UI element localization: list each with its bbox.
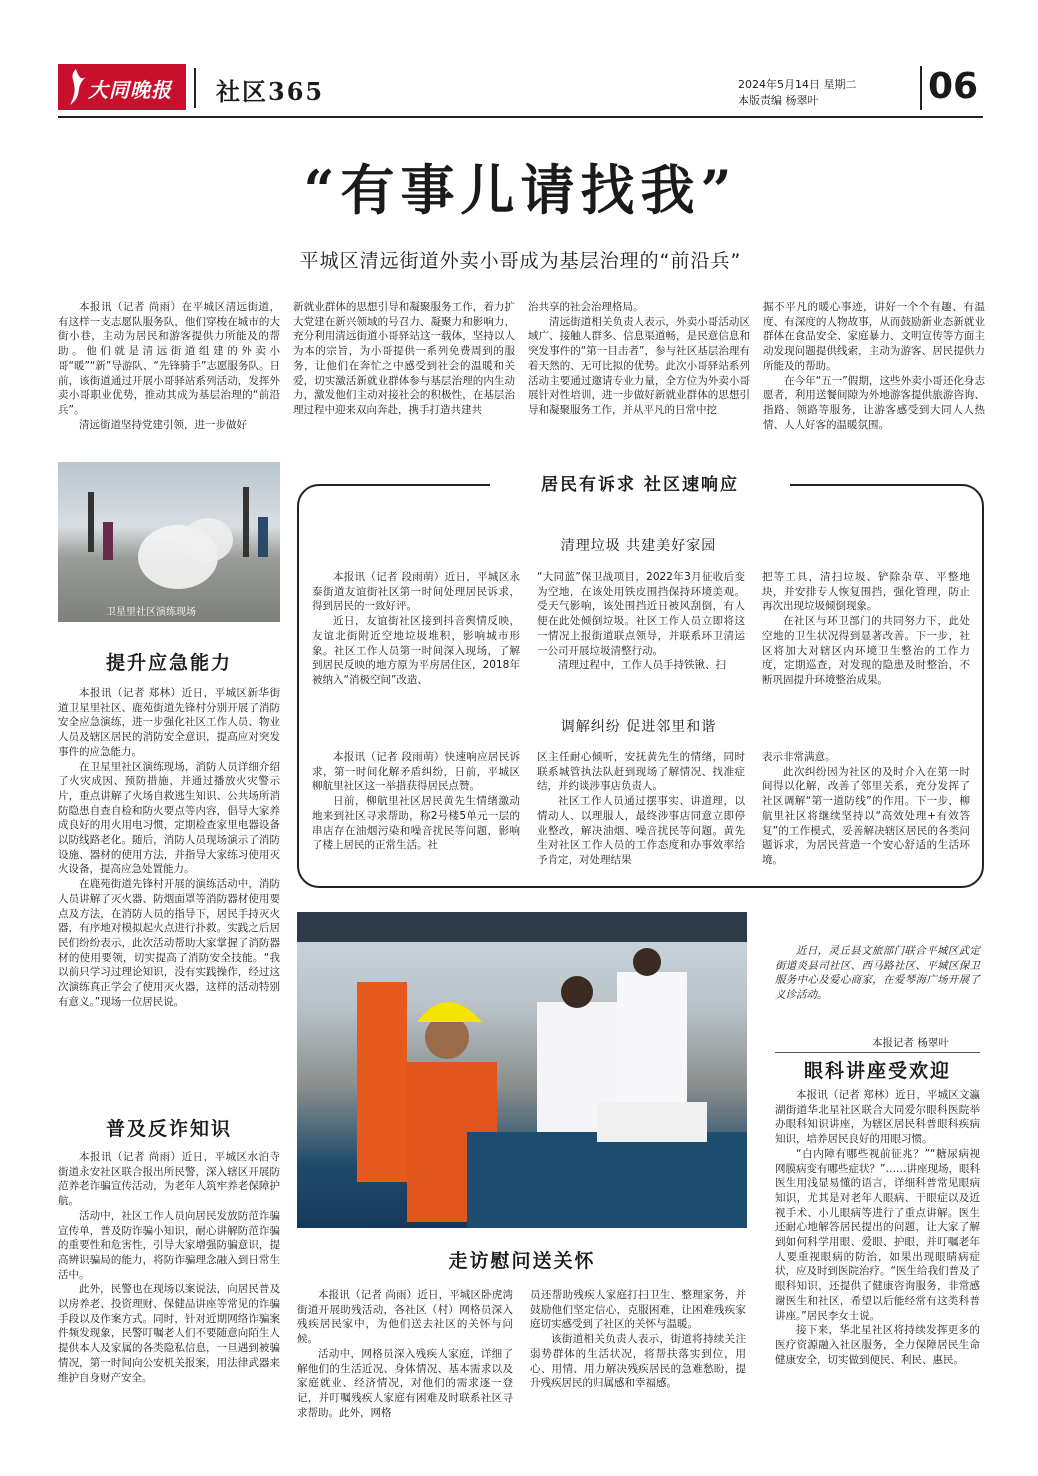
paragraph: 此外，民警也在现场以案说法，向居民普及以房养老、投资理财、保健品讲座等常见的诈骗手段以及作案方式。同时，针对近期网络诈骗案件频发现象，民警叮嘱老人们不要随意向陌生人提供本人及家属的各类隐私信息，一旦遇到被骗情况，第一时间向公安机关报案，用法律武器来维护自身财产安全。	[58, 1283, 280, 1384]
visit-col-1	[297, 1288, 513, 1420]
eye-rule	[775, 1052, 980, 1053]
paragraph: 社区工作人员通过摆事实、讲道理，以情动人、以理服人，最终涉事店同意立即停业整改，解决油烟、噪音扰民等问题。黄先生对社区工作人员的工作态度和办事效率给予肯定，对处理结果	[537, 795, 745, 866]
paragraph: 在卫星里社区演练现场，消防人员详细介绍了火灾成因、预防措施，并通过播放火灾警示片，重点讲解了火场自救逃生知识、公共场所消防隐患自查自检和防火要点等内容，倡导大家养成良好的用火用电习惯，定期检查家里电器设备以防线路老化。随后，消防人员现场演示了消防设施、器材的使用方法，并指导大家练习使用灭火设备，提高应急处置能力。	[58, 760, 280, 876]
main-col-1	[58, 300, 280, 432]
masthead-divider	[194, 68, 196, 108]
paragraph: 清远街道相关负责人表示，外卖小哥活动区域广、接触人群多、信息渠道畅，是民意信息和突发事件的“第一目击者”，参与社区基层治理有着天然的、无可比拟的优势。此次小哥驿站系列活动主要通过邀请专业力量，全方位为外卖小哥展针对性培训，进一步做好新就业群体的思想引导和凝聚服务工作，并从平凡的日常中挖	[528, 315, 750, 416]
smoke-cloud-icon	[58, 462, 280, 622]
cleanup-col-2	[537, 570, 745, 673]
main-col-3	[528, 300, 750, 418]
fraud-body	[58, 1150, 280, 1385]
paragraph: 活动中，网格员深入残疾人家庭，详细了解他们的生活近况、身体情况、基本需求以及家庭就业、经济情况，对他们的需求逐一登记，并叮嘱残疾人家庭有困难及时联系社区寻求帮助。此外，网格	[297, 1347, 513, 1419]
paragraph: 新就业群体的思想引导和凝聚服务工作，着力扩大党建在新兴领域的号召力、凝聚力和影响力，充分利用清远街道小哥驿站这一载体，坚持以人为本的宗旨，为小哥提供一系列免费周到的服务，让他们在奔忙之中感受到社会的温暖和关爱，切实激活新就业群体参与基层治理的内生动力，激发他们主动对接社会的积极性，在基层治理过程中迎来双向奔赴，携手打造共建共	[293, 301, 515, 416]
paragraph: 此次纠纷因为社区的及时介入在第一时间得以化解，改善了邻里关系，充分发挥了社区调解“第一道防线”的作用。下一步，柳航里社区将继续坚持以“高效处理+有效答复”的工作模式，妥善解决辖区居民的各类问题诉求，为居民营造一个安心舒适的生活环境。	[762, 765, 970, 866]
page-editor: 本版责编 杨翠叶	[738, 94, 819, 107]
clinic-photo	[297, 912, 747, 1228]
logo-text: 大同晚报	[88, 78, 172, 102]
paragraph: 接下来，华北星社区将持续发挥更多的医疗资源融入社区服务，全力保障居民生命健康安全，切实做到便民、利民、惠民。	[775, 1324, 980, 1366]
caption-text: 近日，灵丘县文旅部门联合平城区武定街道炎县司社区、西马路社区、平城区保卫服务中心及爱心商家，在爱琴海广场开展了义诊活动。	[775, 945, 980, 1002]
paragraph: 该街道相关负责人表示，街道将持续关注弱势群体的生活状况，将帮扶落实到位，用心、用情、用力解决残疾居民的急难愁盼，提升残疾居民的归属感和幸福感。	[530, 1333, 746, 1390]
drill-photo	[58, 462, 280, 622]
visit-title: 走访慰问送关怀	[448, 1250, 596, 1272]
paragraph: 治共享的社会治理格局。	[528, 301, 644, 313]
sub-title-mediation: 调解纠纷 促进邻里和谐	[560, 719, 717, 735]
photo-credit: 本报记者 杨翠叶	[872, 1037, 949, 1049]
paragraph: 本报讯（记者 郑林）近日，平城区文瀛湖街道华北星社区联合大同爱尔眼科医院举办眼科知识讲座，为辖区居民科普眼科疾病知识，培养居民良好的用眼习惯。	[775, 1089, 980, 1146]
paragraph: 本报讯（记者 郑林）近日，平城区新华街道卫星里社区、鹿苑街道先锋村分别开展了消防安全应急演练，进一步强化社区工作人员、物业人员及辖区居民的消防安全意识，提高应对突发事件的应急能力。	[58, 687, 280, 758]
paragraph: 表示非常满意。	[762, 751, 836, 763]
paragraph: 在社区与环卫部门的共同努力下，此处空地的卫生状况得到显著改善。下一步，社区将加大对辖区内环境卫生整治的工作力度，定期巡查，对发现的隐患及时整治，不断巩固提升环境整治成果。	[762, 615, 970, 686]
main-headline: “有事儿请找我”	[303, 158, 738, 222]
visit-col-2	[530, 1288, 746, 1391]
cleanup-col-1	[312, 570, 520, 688]
paragraph: 清远街道坚持党建引领，进一步做好	[79, 418, 247, 431]
paragraph: “白内障有哪些视前征兆？”“糖尿病视网膜病变有哪些症状？”……讲座现场，眼科医生用浅显易懂的语言，详细科普常见眼病知识，尤其是对老年人眼病、干眼症以及近视手术、小儿眼病等进行了重点讲解。医生还耐心地解答居民提出的问题，让大家了解到如何科学用眼、爱眼、护眼，并叮嘱老年人要重视眼病的防治，如果出现眼睛病症状，应及时到医院治疗。“医生给我们普及了眼科知识，还提供了健康咨询服务，非常感谢医生和社区，希望以后能经常有这类科普讲座。”居民李女士说。	[775, 1147, 980, 1322]
masthead-rule	[58, 116, 983, 118]
photo-caption: 卫星里社区演练现场	[106, 607, 196, 618]
cleanup-col-3	[762, 570, 970, 688]
paragraph: 活动中，社区工作人员向居民发放防范诈骗宣传单，普及防诈骗小知识，耐心讲解防范诈骗的重要性和危害性，引导大家增强防骗意识，提高辨识骗局的能力，将防诈骗理念融入到日常生活中。	[58, 1209, 280, 1281]
masthead	[58, 62, 983, 114]
main-col-4	[763, 300, 985, 432]
eye-body	[775, 1088, 980, 1367]
section-name: 社区365	[216, 77, 325, 106]
issue-date: 2024年5月14日 星期二	[738, 78, 857, 91]
main-col-2	[293, 300, 515, 418]
emergency-body	[58, 686, 280, 1009]
feature-box-title: 居民有诉求 社区速响应	[490, 470, 790, 495]
paragraph: 本报讯（记者 尚雨）在平城区清远街道，有这样一支志愿队服务队，他们穿梭在城市的大街小巷，主动为居民和游客提供力所能及的帮助。他们就是清远街道组建的外卖小哥“暖”“新”导游队、“先锋骑手”志愿服务队。日前，该街道通过开展小哥驿站系列活动，发挥外卖小哥职业优势，推动其成为基层治理的“前沿兵”。	[58, 301, 280, 416]
paragraph: 区主任耐心倾听，安抚黄先生的情绪，同时联系城管执法队赶到现场了解情况、找准症结，并约谈涉事店负责人。	[537, 751, 745, 793]
page-divider	[920, 66, 922, 110]
eye-title: 眼科讲座受欢迎	[803, 1060, 951, 1082]
paragraph: 日前，柳航里社区居民黄先生情绪激动地来到社区寻求帮助，称2号楼5单元一层的串店存在油烟污染和噪音扰民等问题，影响了楼上居民的正常生活。社	[312, 795, 520, 852]
paragraph: 掘不平凡的暖心事迹，讲好一个个有趣、有温度、有深度的人物故事，从而鼓励新业态新就业群体在食品安全、家庭暴力、文明宣传等方面主动发现问题提供线索，主动为游客、居民提供力所能及的帮助。	[763, 301, 985, 372]
mediation-col-3	[762, 750, 970, 868]
fraud-title: 普及反诈知识	[105, 1118, 232, 1140]
paragraph: 清理过程中，工作人员手持铁锹、扫	[558, 659, 726, 672]
logo	[58, 64, 186, 110]
paragraph: 本报讯（记者 尚雨）近日，平城区水泊寺街道永安社区联合报出所民警，深入辖区开展防范养老诈骗宣传活动，为老年人筑牢养老保障护航。	[58, 1151, 280, 1208]
main-subheadline: 平城区清远街道外卖小哥成为基层治理的“前沿兵”	[299, 250, 742, 272]
clinic-scene	[297, 912, 747, 1228]
clinic-photo-caption	[775, 944, 980, 1003]
paragraph: “大同蓝”保卫战项目，2022年3月征收后变为空地，在该处用铁皮围挡保持环境美观。受天气影响，该处围挡近日被风刮倒，有人便在此处倾倒垃圾。社区工作人员立即将这一情况上报街道联点领导，并联系环卫清运一公司开展垃圾清整行动。	[537, 571, 745, 657]
logo-flame-icon	[62, 67, 88, 107]
paragraph: 本报讯（记者 段雨萌）快速响应居民诉求，第一时间化解矛盾纠纷，日前，平城区柳航里社区这一举措获得居民点赞。	[312, 751, 520, 793]
mediation-col-2	[537, 750, 745, 868]
paragraph: 在鹿苑街道先锋村开展的演练活动中，消防人员讲解了灭火器、防烟面罩等消防器材使用要点及方法，在消防人员的指导下，居民手持灭火器，有序地对模拟起火点进行扑救。实践之后居民们纷纷表示，此次活动帮助大家掌握了消防器材的使用要领，切实提高了消防安全技能。“我以前只学习过理论知识，没有实践操作，经过这次演练真正学会了使用灭火器，这样的活动特别有意义。”现场一位居民说。	[58, 878, 280, 1008]
paragraph: 本报讯（记者 尚雨）近日，平城区卧虎湾街道开展助残活动，各社区（村）网格员深入残疾居民家中，为他们送去社区的关怀与问候。	[297, 1289, 513, 1346]
paragraph: 在今年“五一”假期，这些外卖小哥还化身志愿者，利用送餐间隙为外地游客提供旅游咨询、指路、领路等服务，让游客感受到大同人人热情、人人好客的温暖氛围。	[763, 374, 985, 431]
paragraph: 把等工具，清扫垃圾、铲除杂草、平整地块，并安排专人恢复围挡，强化管理，防止再次出现垃圾倾倒现象。	[762, 571, 970, 613]
page-number: 06	[928, 66, 979, 107]
paragraph: 员还帮助残疾人家庭打扫卫生、整理家务，并鼓励他们坚定信心，克服困难，让困难残疾家庭切实感受到了社区的关怀与温暖。	[530, 1289, 746, 1331]
sub-title-cleanup: 清理垃圾 共建美好家园	[560, 538, 717, 554]
mediation-col-1	[312, 750, 520, 853]
emergency-title: 提升应急能力	[105, 652, 232, 674]
paragraph: 本报讯（记者 段雨萌）近日，平城区永泰街道友谊街社区第一时间处理居民诉求，得到居民的一致好评。	[312, 571, 520, 613]
paragraph: 近日，友谊街社区接到抖音舆情反映，友谊北街附近空地垃圾堆积，影响城市形象。社区工作人员第一时间深入现场，了解到居民反映的地方原为平房居住区，2018年被纳入“消极空间”改造、	[312, 615, 520, 686]
